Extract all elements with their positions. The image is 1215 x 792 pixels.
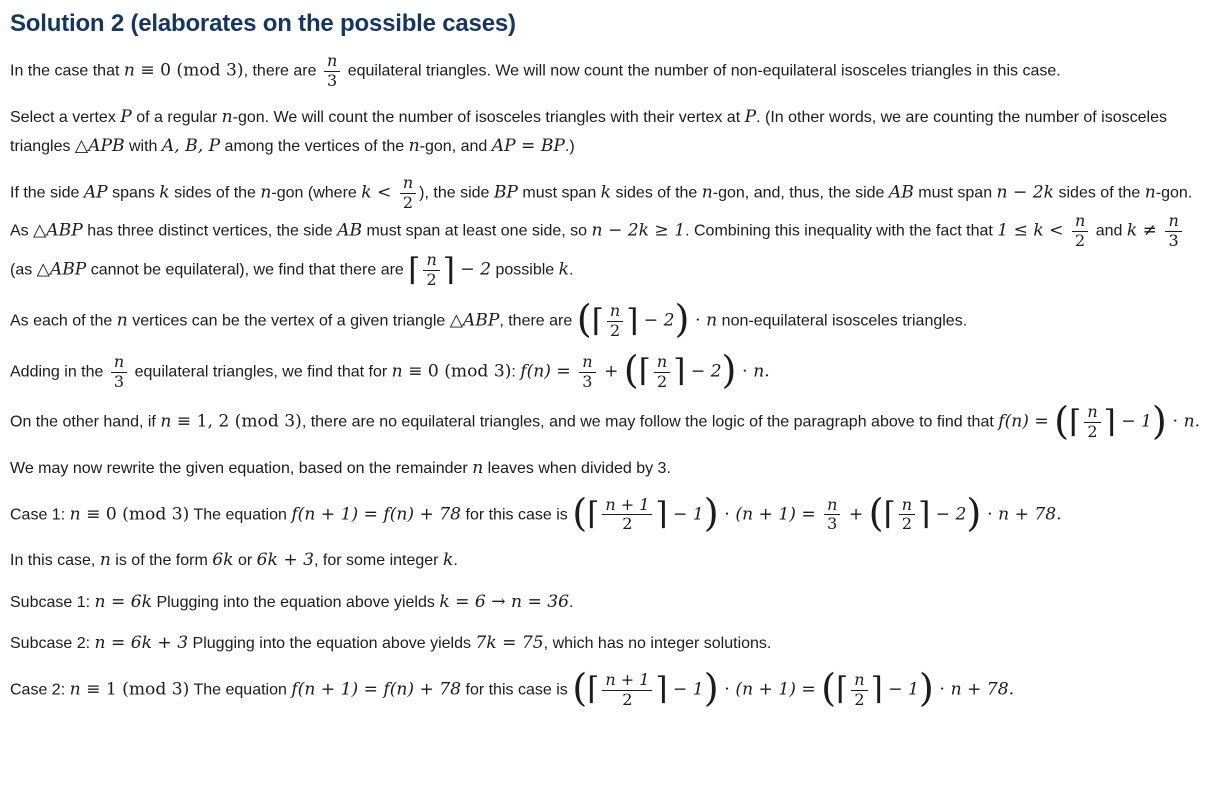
- big-left-paren: (: [821, 665, 837, 711]
- text-run: Plugging into the equation above yields: [152, 593, 440, 611]
- fraction-denominator: 2: [423, 270, 439, 290]
- text-run: for this case is: [461, 506, 573, 524]
- text-run: leaves when divided by 3.: [483, 460, 671, 478]
- fraction: [822, 496, 842, 535]
- big-right-paren: ): [703, 665, 719, 711]
- big-left-paren: (: [868, 490, 884, 536]
- text-run: Subcase 1:: [10, 593, 95, 611]
- fraction: [577, 353, 597, 392]
- math-run: k <: [361, 182, 397, 203]
- math-run: n: [160, 412, 172, 433]
- text-run: -gon, and: [419, 138, 492, 156]
- math-run: n: [221, 106, 233, 127]
- left-ceiling-bracket: ⌈: [638, 353, 651, 390]
- fraction-denominator: 2: [851, 690, 867, 710]
- fraction-numerator: n: [113, 351, 125, 371]
- math-run: AB: [888, 182, 914, 203]
- math-run: f(n) =: [998, 412, 1055, 433]
- text-run: Case 1:: [10, 506, 70, 524]
- math-run: k ≠: [1126, 221, 1163, 242]
- math-run: ABP: [46, 221, 83, 242]
- text-run: We may now rewrite the given equation, based on the remainder: [10, 460, 473, 478]
- text-run: sides of the: [611, 184, 702, 202]
- text-run: In this case,: [10, 552, 100, 570]
- math-run: k: [442, 550, 454, 571]
- math-run: ⋅ n.: [1166, 412, 1201, 433]
- fraction-numerator: n: [656, 351, 668, 371]
- fraction: [897, 496, 917, 535]
- math-run: APB: [88, 136, 125, 157]
- text-run: :: [511, 363, 521, 381]
- text-run: must span at least one side, so: [362, 223, 592, 241]
- math-run: − 1: [667, 679, 704, 700]
- math-run: n = 6k: [94, 591, 152, 612]
- text-run: Subcase 2:: [10, 635, 95, 653]
- paragraph: [10, 490, 1201, 536]
- right-ceiling-bracket: ⌉: [673, 353, 686, 390]
- math-roman-run: ≡ 0 (mod 3): [402, 361, 512, 382]
- right-ceiling-bracket: ⌉: [1103, 404, 1116, 441]
- paragraph: [10, 52, 1201, 91]
- math-run: − 2: [638, 310, 675, 331]
- big-left-paren: (: [623, 347, 639, 393]
- math-run: n: [408, 136, 420, 157]
- math-roman-run: ≡ 0 (mod 3): [80, 504, 190, 525]
- text-run: .: [569, 593, 574, 611]
- math-run: n: [116, 310, 128, 331]
- math-run: P: [744, 106, 757, 127]
- math-run: f(n + 1) = f(n) + 78: [291, 679, 462, 700]
- fraction: [600, 671, 654, 710]
- text-run: spans: [107, 184, 160, 202]
- left-ceiling-bracket: ⌈: [587, 496, 600, 533]
- fraction-denominator: 2: [602, 690, 652, 710]
- text-run: , which has no integer solutions.: [543, 635, 772, 653]
- text-run: -gon. As: [10, 184, 1193, 241]
- paragraph: [10, 297, 1201, 343]
- math-run: n = 6k + 3: [94, 633, 189, 654]
- paragraph: [10, 629, 1201, 658]
- big-right-paren: ): [674, 297, 690, 343]
- left-ceiling-bracket: ⌈: [591, 302, 604, 339]
- math-run: +: [598, 361, 624, 382]
- right-ceiling-bracket: ⌉: [870, 671, 883, 708]
- math-run: − 1: [882, 679, 919, 700]
- paragraph: [10, 454, 1201, 483]
- fraction: [1082, 403, 1102, 442]
- fraction: [605, 302, 625, 341]
- text-run: for this case is: [461, 681, 573, 699]
- big-right-paren: ): [1151, 398, 1167, 444]
- text-run: Select a vertex: [10, 108, 121, 126]
- math-run: BP: [493, 182, 518, 203]
- paragraph: [10, 546, 1201, 575]
- math-run: AP = BP: [491, 136, 565, 157]
- text-run: must span: [517, 184, 601, 202]
- fraction: [398, 174, 418, 213]
- math-run: n: [69, 504, 81, 525]
- text-run: ), the side: [419, 184, 494, 202]
- text-run: On the other hand, if: [10, 414, 161, 432]
- math-run: ⋅ n + 78.: [933, 679, 1015, 700]
- big-left-paren: (: [572, 665, 588, 711]
- math-run: 7k = 75: [475, 633, 544, 654]
- text-run: must span: [913, 184, 997, 202]
- fraction-denominator: 3: [1165, 231, 1181, 251]
- left-ceiling-bracket: ⌈: [883, 496, 896, 533]
- text-run: equilateral triangles, we find that for: [130, 363, 392, 381]
- left-ceiling-bracket: ⌈: [587, 671, 600, 708]
- text-run: . (In other words, we are counting the number of isosceles triangles: [10, 108, 1167, 156]
- left-ceiling-bracket: ⌈: [408, 251, 421, 288]
- math-roman-run: △: [36, 259, 50, 280]
- text-run: , for some integer: [313, 552, 443, 570]
- text-run: .: [569, 261, 574, 279]
- math-run: 1 ≤ k <: [997, 221, 1069, 242]
- text-run: sides of the: [1054, 184, 1145, 202]
- text-run: -gon, and, thus, the side: [712, 184, 889, 202]
- fraction: [1163, 212, 1183, 251]
- text-run: (as: [10, 261, 37, 279]
- paragraph: [10, 174, 1201, 290]
- text-run: -gon (where: [271, 184, 362, 202]
- math-run: ABP: [49, 259, 87, 280]
- big-left-paren: (: [572, 490, 588, 536]
- text-run: has three distinct vertices, the side: [82, 223, 338, 241]
- math-run: 6k: [212, 550, 234, 571]
- fraction: [849, 671, 869, 710]
- fraction-denominator: 2: [607, 321, 623, 341]
- fraction-numerator: n: [426, 250, 437, 270]
- math-run: k: [600, 182, 612, 203]
- math-run: n: [123, 60, 135, 81]
- math-run: n: [701, 182, 713, 203]
- math-run: 6k + 3: [256, 550, 314, 571]
- paragraph: [10, 398, 1201, 444]
- math-run: n: [1144, 182, 1156, 203]
- math-roman-run: △: [33, 221, 47, 242]
- text-run: cannot be equilateral), we find that there are: [86, 261, 409, 279]
- fraction: [600, 496, 654, 535]
- fraction-numerator: n: [402, 172, 414, 192]
- math-run: ⋅ (n + 1) =: [718, 504, 822, 525]
- text-run: with: [124, 138, 162, 156]
- text-run: non-equilateral isosceles triangles.: [717, 312, 968, 330]
- fraction-numerator: n + 1: [605, 494, 650, 514]
- math-run: − 1: [667, 504, 704, 525]
- fraction-numerator: n + 1: [605, 669, 650, 689]
- fraction-numerator: n: [854, 669, 865, 689]
- math-run: n: [472, 458, 484, 479]
- fraction-numerator: n: [1087, 402, 1098, 422]
- math-run: ⋅ (n + 1) =: [718, 679, 822, 700]
- math-run: n: [99, 550, 111, 571]
- math-run: P: [120, 106, 132, 127]
- text-run: equilateral triangles. We will now count the number of non-equilateral isosceles triangles in this case.: [343, 62, 1061, 80]
- paragraph: [10, 665, 1201, 711]
- fraction-denominator: 2: [1084, 422, 1100, 442]
- text-run: , there are: [243, 62, 321, 80]
- right-ceiling-bracket: ⌉: [442, 251, 455, 288]
- fraction: [421, 251, 441, 290]
- fraction-denominator: 3: [111, 372, 127, 392]
- math-roman-run: ≡ 0 (mod 3): [134, 60, 244, 81]
- math-run: n: [260, 182, 272, 203]
- fraction-denominator: 2: [1072, 231, 1088, 251]
- big-right-paren: ): [703, 490, 719, 536]
- math-run: ⋅ n.: [736, 361, 770, 382]
- fraction-denominator: 2: [899, 514, 915, 534]
- math-run: − 1: [1115, 412, 1152, 433]
- fraction-numerator: n: [1168, 211, 1179, 231]
- fraction-numerator: n: [1074, 211, 1086, 231]
- math-run: ABP: [462, 310, 500, 331]
- text-run: If the side: [10, 184, 84, 202]
- math-run: n − 2k: [996, 182, 1055, 203]
- big-left-paren: (: [576, 297, 592, 343]
- math-run: AP: [83, 182, 108, 203]
- paragraph: [10, 103, 1201, 162]
- math-run: ⋅ n + 78.: [981, 504, 1062, 525]
- math-run: n: [391, 361, 403, 382]
- fraction-numerator: n: [326, 51, 338, 70]
- text-run: -gon. We will count the number of isosceles triangles with their vertex at: [232, 108, 745, 126]
- solution-content: [10, 52, 1201, 709]
- fraction: [1070, 212, 1090, 251]
- fraction-numerator: n: [901, 494, 913, 514]
- math-roman-run: ≡ 1 (mod 3): [80, 679, 190, 700]
- paragraph: [10, 347, 1201, 393]
- math-roman-run: ≡ 1, 2 (mod 3): [171, 412, 302, 433]
- math-run: − 2: [454, 259, 492, 280]
- math-run: − 2: [685, 361, 722, 382]
- text-run: . Combining this inequality with the fact that: [685, 223, 998, 241]
- text-run: .: [453, 552, 458, 570]
- text-run: possible: [491, 261, 559, 279]
- math-run: +: [843, 504, 869, 525]
- math-run: − 2: [930, 504, 967, 525]
- text-run: , there are no equilateral triangles, and we may follow the logic of the paragraph above to find that: [301, 414, 999, 432]
- text-run: The equation: [189, 506, 292, 524]
- big-right-paren: ): [966, 490, 982, 536]
- text-run: In the case that: [10, 62, 124, 80]
- text-run: or: [233, 552, 257, 570]
- big-right-paren: ): [721, 347, 737, 393]
- text-run: and: [1091, 223, 1127, 241]
- fraction: [109, 353, 129, 392]
- fraction-denominator: 2: [400, 193, 416, 213]
- math-run: k: [558, 259, 570, 280]
- text-run: Case 2:: [10, 681, 70, 699]
- math-run: k: [159, 182, 170, 203]
- right-ceiling-bracket: ⌉: [626, 302, 639, 339]
- left-ceiling-bracket: ⌈: [836, 671, 849, 708]
- text-run: of a regular: [131, 108, 222, 126]
- left-ceiling-bracket: ⌈: [1069, 404, 1082, 441]
- big-left-paren: (: [1054, 398, 1070, 444]
- text-run: sides of the: [169, 184, 261, 202]
- text-run: , there are: [499, 312, 577, 330]
- right-ceiling-bracket: ⌉: [655, 671, 668, 708]
- text-run: Plugging into the equation above yields: [188, 635, 476, 653]
- text-run: among the vertices of the: [220, 138, 409, 156]
- math-run: k = 6 → n = 36: [439, 591, 570, 612]
- section-heading: Solution 2 (elaborates on the possible cases): [10, 10, 516, 37]
- right-ceiling-bracket: ⌉: [918, 496, 931, 533]
- paragraph: [10, 588, 1201, 617]
- text-run: vertices can be the vertex of a given triangle: [127, 312, 450, 330]
- fraction-numerator: n: [582, 351, 593, 371]
- right-ceiling-bracket: ⌉: [655, 496, 668, 533]
- math-run: AB: [337, 221, 363, 242]
- math-run: n: [69, 679, 81, 700]
- fraction-denominator: 3: [324, 71, 340, 91]
- math-run: f(n + 1) = f(n) + 78: [291, 504, 462, 525]
- math-roman-run: △: [449, 310, 463, 331]
- text-run: Adding in the: [10, 363, 108, 381]
- fraction-denominator: 3: [824, 514, 840, 534]
- fraction-numerator: n: [827, 494, 838, 514]
- math-run: ⋅ n: [689, 310, 718, 331]
- text-run: .): [564, 138, 575, 156]
- text-run: The equation: [189, 681, 292, 699]
- fraction-denominator: 2: [602, 514, 652, 534]
- text-run: is of the form: [110, 552, 213, 570]
- fraction: [652, 353, 672, 392]
- text-run: As each of the: [10, 312, 117, 330]
- math-run: n − 2k ≥ 1: [591, 221, 686, 242]
- fraction-denominator: 3: [579, 372, 595, 392]
- math-run: A, B, P: [161, 136, 221, 157]
- fraction: [322, 52, 342, 91]
- math-roman-run: △: [74, 136, 89, 157]
- big-right-paren: ): [918, 665, 934, 711]
- fraction-denominator: 2: [654, 372, 670, 392]
- fraction-numerator: n: [609, 300, 621, 320]
- math-run: f(n) =: [520, 361, 577, 382]
